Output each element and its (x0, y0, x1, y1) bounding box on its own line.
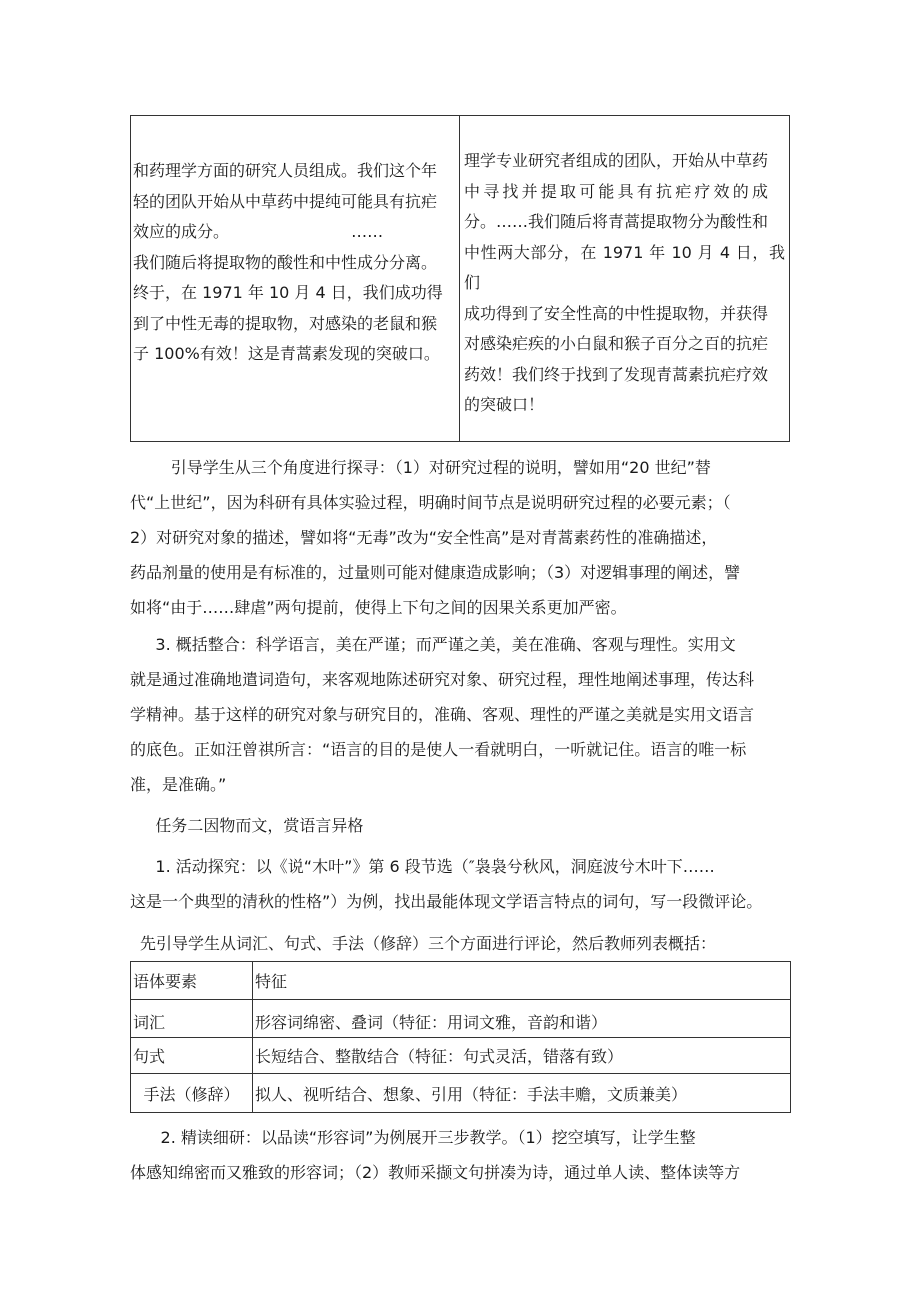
row-element: 词汇 (131, 1000, 253, 1038)
comparison-left-cell (131, 116, 460, 441)
row-element: 句式 (131, 1038, 253, 1074)
text-line: 的底色。正如汪曾祺所言：“语言的目的是使人一看就明白，一听就记住。语言的唯一标 (130, 740, 747, 759)
text-line: 学精神。基于这样的研究对象与研究目的，准确、客观、理性的严谨之美就是实用文语言 (130, 705, 755, 724)
right-line: 药效！我们终于找到了发现青蒿素抗疟疗效 (464, 364, 769, 384)
text-line: 药品剂量的使用是有标准的，过量则可能对健康造成影响；（3）对逻辑事理的阐述，譬 (130, 563, 741, 582)
close-reading-paragraph (130, 1120, 794, 1190)
text-line: 2. 精读细研：以品读“形容词”为例展开三步教学。（1）挖空填写，让学生整 (130, 1128, 696, 1147)
left-line: 和药理学方面的研究人员组成。我们这个年 (133, 161, 438, 180)
summary-paragraph (130, 627, 794, 802)
text-line: 体感知绵密而又雅致的形容词；（2）教师采撷文句拼凑为诗，通过单人读、整体读等方 (130, 1163, 741, 1182)
header-element: 语体要素 (131, 962, 253, 1000)
right-line: 对感染疟疾的小白鼠和猴子百分之百的抗疟 (464, 334, 769, 353)
table-row (131, 1074, 791, 1113)
table-intro (140, 926, 804, 961)
left-line: 轻的团队开始从中草药中提纯可能具有抗疟 (133, 191, 438, 211)
left-line: 子 100%有效！这是青蒿素发现的突破口。 (133, 344, 440, 363)
text-line: 2）对研究对象的描述，譬如将“无毒”改为“安全性高”是对青蒿素药性的准确描述， (130, 528, 718, 547)
left-line: 终于，在 1971 年 10 月 4 日，我们成功得 (133, 283, 443, 302)
text-line: 代“上世纪”，因为科研有具体实验过程，明确时间节点是说明研究过程的必要元素；（ (130, 493, 731, 512)
row-feature: 长短结合、整散结合（特征：句式灵活，错落有致） (253, 1038, 791, 1074)
table-row (131, 962, 791, 1000)
right-line: 中性两大部分，在 1971 年 10 月 4 日，我们 (464, 242, 785, 292)
text-line: 准，是准确。” (130, 775, 227, 794)
left-line: 我们随后将提取物的酸性和中性成分分离。 (133, 252, 438, 272)
table-row (131, 1000, 791, 1038)
comparison-table (130, 115, 790, 442)
comparison-right-cell (460, 116, 789, 441)
text-line: 任务二因物而文，赏语言异格 (130, 816, 364, 835)
right-line: 分。……我们随后将青蒿提取物分为酸性和 (464, 212, 769, 231)
text-line: 引导学生从三个角度进行探寻：（1）对研究过程的说明，譬如用“20 世纪”替 (130, 458, 711, 477)
right-line: 成功得到了安全性高的中性提取物，并获得 (464, 303, 769, 323)
right-line: 理学专业研究者组成的团队，开始从中草药 (464, 151, 769, 170)
left-line: 效应的成分。 …… (133, 222, 384, 241)
text-line: 如将“由于……肆虐”两句提前，使得上下句之间的因果关系更加严密。 (130, 598, 627, 617)
header-feature: 特征 (253, 962, 791, 1000)
right-line: 中寻找并提取可能具有抗疟疗效的成 (464, 181, 772, 201)
activity-paragraph (130, 849, 794, 919)
text-line: 3. 概括整合：科学语言，美在严谨；而严谨之美，美在准确、客观与理性。实用文 (130, 635, 736, 654)
row-feature: 拟人、视听结合、想象、引用（特征：手法丰赡，文质兼美） (253, 1074, 791, 1113)
feature-table (130, 961, 791, 1113)
left-line: 到了中性无毒的提取物，对感染的老鼠和猴 (133, 313, 438, 333)
guide-paragraph (130, 450, 794, 625)
text-line: 1. 活动探究：以《说“木叶”》第 6 段节选（″袅袅兮秋风，洞庭波兮木叶下…… (130, 857, 715, 876)
row-feature: 形容词绵密、叠词（特征：用词文雅，音韵和谐） (253, 1000, 791, 1038)
right-line: 的突破口！ (464, 395, 545, 414)
text-line: 这是一个典型的清秋的性格”）为例，找出最能体现文学语言特点的词句，写一段微评论。 (130, 892, 763, 911)
text-line: 就是通过准确地遣词造句，来客观地陈述研究对象、研究过程，理性地阐述事理，传达科 (130, 670, 755, 689)
task-two-heading (130, 808, 794, 843)
table-row (131, 1038, 791, 1074)
row-element: 手法（修辞） (131, 1074, 253, 1113)
text-line: 先引导学生从词汇、句式、手法（修辞）三个方面进行评论，然后教师列表概括： (140, 934, 717, 953)
